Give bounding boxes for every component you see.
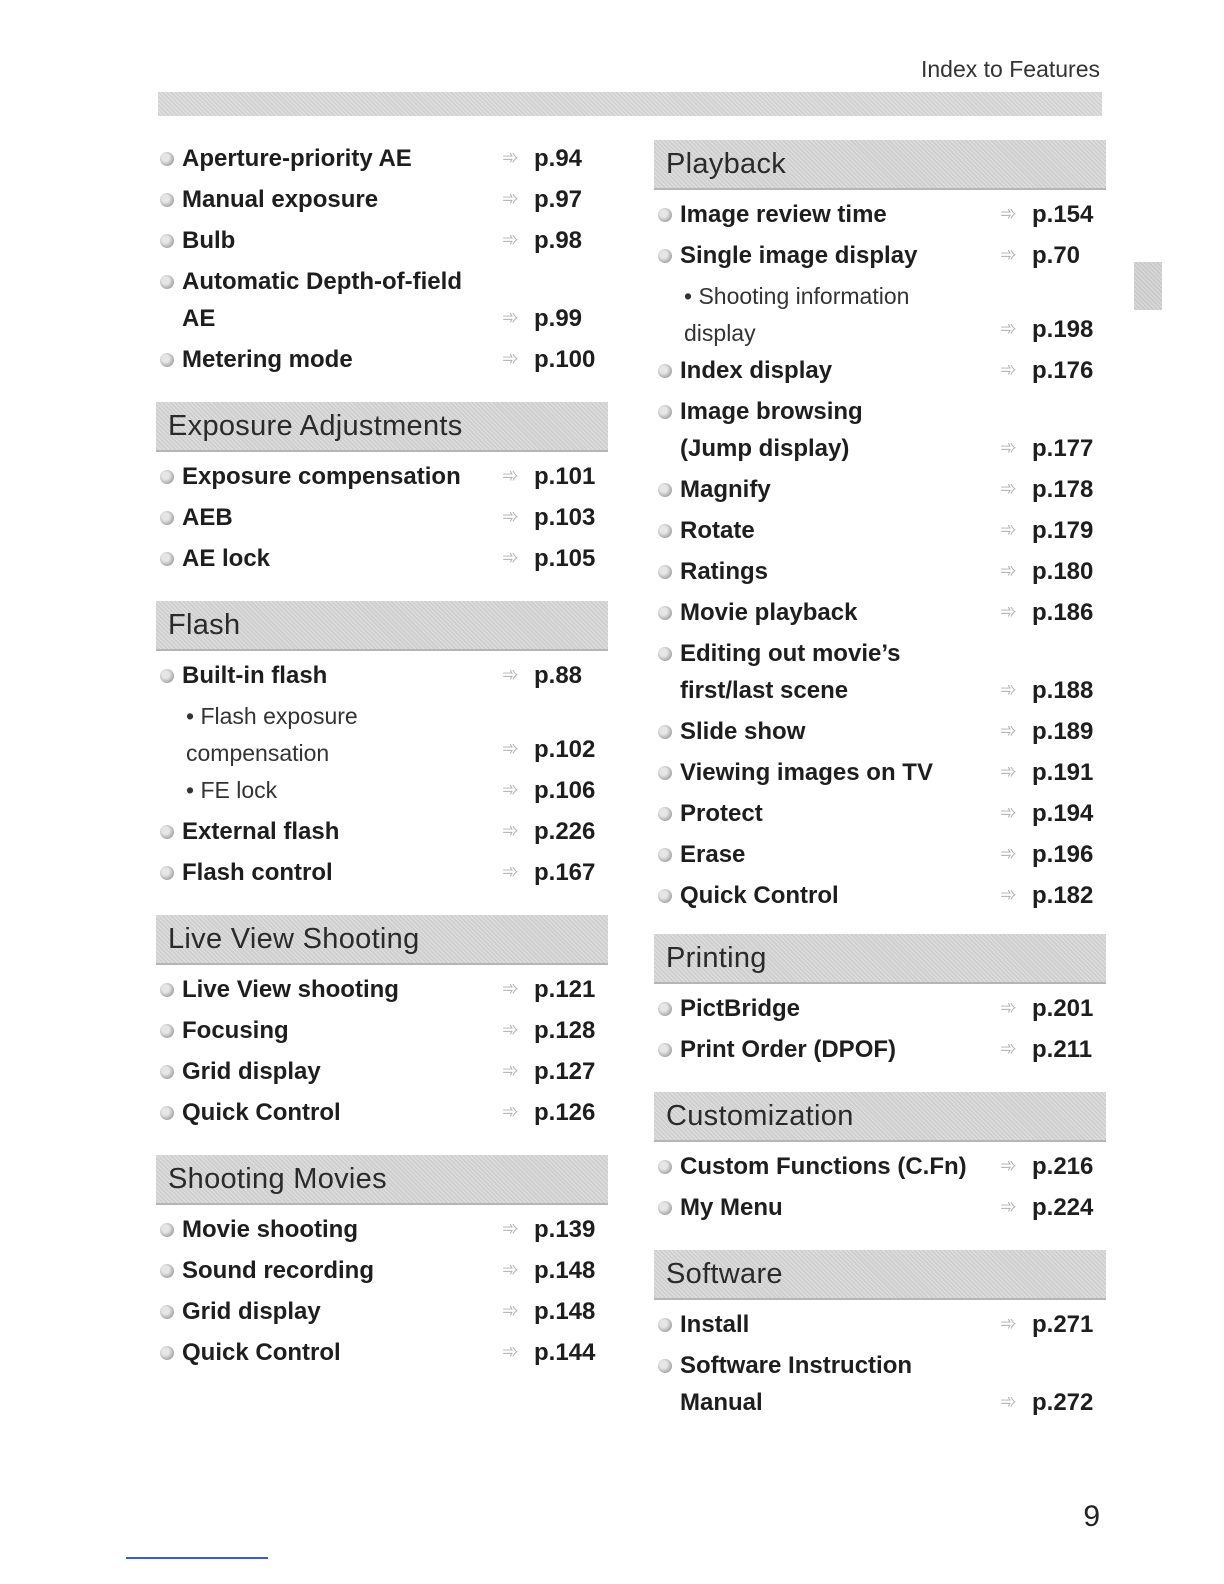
entry-page-ref: p.188 [1032,677,1094,704]
arrow-icon: ➾ [1000,601,1017,623]
index-entry [156,179,608,220]
arrow-icon: ➾ [502,978,519,1000]
bullet-icon [160,1305,174,1319]
entry-page-ref: p.167 [534,859,596,886]
arrow-icon: ➾ [1000,997,1017,1019]
bullet-icon [160,1065,174,1079]
index-entry [156,339,608,380]
index-entry [654,1345,1106,1423]
index-entry [156,852,608,893]
entry-page-ref: p.196 [1032,841,1094,868]
arrow-icon: ➾ [1000,560,1017,582]
bullet-icon [160,552,174,566]
index-entry [654,194,1106,235]
arrow-icon: ➾ [502,1019,519,1041]
index-entry [654,1187,1106,1228]
entry-label: Metering mode [182,346,353,373]
arrow-icon: ➾ [502,465,519,487]
bullet-icon [658,405,672,419]
entry-page-ref: p.194 [1032,800,1094,827]
index-entry [156,655,608,696]
index-entry [654,1304,1106,1345]
entry-page-ref: p.88 [534,662,583,689]
entry-page-ref: p.211 [1032,1036,1093,1063]
entry-page-ref: p.191 [1032,759,1094,786]
entry-label: Index display [680,357,833,384]
entry-page-ref: p.272 [1032,1389,1094,1416]
arrow-icon: ➾ [502,1218,519,1240]
index-subentry [156,770,608,811]
right-column [654,140,1106,1423]
bullet-icon [658,1002,672,1016]
index-entry [654,752,1106,793]
bullet-icon [160,1106,174,1120]
entry-page-ref: p.139 [534,1216,596,1243]
arrow-icon: ➾ [1000,437,1017,459]
entry-label: Aperture-priority AE [182,145,412,172]
bullet-icon [658,606,672,620]
index-entry [156,969,608,1010]
arrow-icon: ➾ [1000,203,1017,225]
entry-label: Single image display [680,242,918,269]
bullet-icon [658,889,672,903]
entry-label: Quick Control [182,1099,341,1126]
arrow-icon: ➾ [502,1300,519,1322]
entry-page-ref: p.102 [534,736,596,763]
index-entry [156,1291,608,1332]
entry-label: AE lock [182,545,271,572]
entry-page-ref: p.98 [534,227,583,254]
entry-page-ref: p.100 [534,346,596,373]
entry-page-ref: p.103 [534,504,596,531]
entry-label: My Menu [680,1194,783,1221]
arrow-icon: ➾ [502,820,519,842]
index-subentry [654,276,1106,350]
arrow-icon: ➾ [502,1060,519,1082]
entry-page-ref: p.121 [534,976,596,1003]
entry-page-ref: p.198 [1032,316,1094,343]
bullet-icon [160,669,174,683]
index-entry [654,592,1106,633]
entry-label: Software Instruction Manual [680,1352,913,1416]
entry-label: Quick Control [182,1339,341,1366]
entry-page-ref: p.99 [534,305,583,332]
bullet-icon [658,249,672,263]
entry-label: Automatic Depth-of-field AE [182,268,462,332]
entry-label: Built-in flash [182,662,328,689]
index-entry [654,875,1106,916]
entry-label: Custom Functions (C.Fn) [680,1153,967,1180]
entry-page-ref: p.97 [534,186,583,213]
entry-label: Exposure compensation [182,463,461,490]
arrow-icon: ➾ [502,1101,519,1123]
bullet-icon [160,511,174,525]
index-entry [156,1010,608,1051]
entry-page-ref: p.128 [534,1017,596,1044]
entry-page-ref: p.186 [1032,599,1094,626]
arrow-icon: ➾ [502,506,519,528]
section-heading-playback: Playback [654,140,1106,190]
entry-label: Viewing images on TV [680,759,933,786]
arrow-icon: ➾ [1000,1313,1017,1335]
entry-label: Magnify [680,476,771,503]
arrow-icon: ➾ [502,147,519,169]
section-heading-customization: Customization [654,1092,1106,1142]
entry-label: Manual exposure [182,186,379,213]
bullet-icon [160,234,174,248]
index-entry [654,469,1106,510]
footer-rule [126,1557,268,1559]
entry-label: Install [680,1311,750,1338]
bullet-icon [160,1223,174,1237]
arrow-icon: ➾ [1000,1038,1017,1060]
entry-page-ref: p.224 [1032,1194,1094,1221]
index-subentry [156,696,608,770]
bullet-icon [658,1043,672,1057]
entry-label: Live View shooting [182,976,399,1003]
bullet-icon [160,1024,174,1038]
arrow-icon: ➾ [502,1341,519,1363]
index-entry [654,235,1106,276]
bullet-icon [658,1318,672,1332]
arrow-icon: ➾ [1000,244,1017,266]
entry-label: Protect [680,800,763,827]
index-entry [156,1051,608,1092]
arrow-icon: ➾ [1000,1196,1017,1218]
index-entry [156,138,608,179]
entry-label: Sound recording [182,1257,374,1284]
arrow-icon: ➾ [502,738,519,760]
bullet-icon [658,766,672,780]
subentry-label: • Shooting information display [684,276,1004,352]
entry-label: Flash control [182,859,333,886]
entry-page-ref: p.216 [1032,1153,1094,1180]
index-entry [654,988,1106,1029]
entry-page-ref: p.126 [534,1099,596,1126]
bullet-icon [658,647,672,661]
arrow-icon: ➾ [1000,1391,1017,1413]
entry-label: Image browsing (Jump display) [680,398,863,462]
entry-page-ref: p.70 [1032,242,1081,269]
index-entry [156,497,608,538]
left-column [156,138,608,1373]
bullet-icon [658,1201,672,1215]
entry-page-ref: p.94 [534,145,583,172]
entry-page-ref: p.148 [534,1257,596,1284]
entry-page-ref: p.180 [1032,558,1094,585]
index-entry [156,538,608,579]
header-title: Index to Features [921,56,1100,82]
arrow-icon: ➾ [1000,720,1017,742]
bullet-icon [658,483,672,497]
entry-label: Erase [680,841,746,868]
bullet-icon [160,275,174,289]
arrow-icon: ➾ [1000,843,1017,865]
section-heading-software: Software [654,1250,1106,1300]
bullet-icon [658,725,672,739]
arrow-icon: ➾ [502,664,519,686]
bullet-icon [658,524,672,538]
section-heading-flash: Flash [156,601,608,651]
arrow-icon: ➾ [1000,679,1017,701]
section-heading-printing: Printing [654,934,1106,984]
entry-label: Ratings [680,558,769,585]
entry-label: Image review time [680,201,887,228]
entry-label: Movie shooting [182,1216,358,1243]
header-band [158,92,1102,116]
entry-page-ref: p.182 [1032,882,1094,909]
entry-page-ref: p.179 [1032,517,1094,544]
entry-page-ref: p.106 [534,777,596,804]
page-number: 9 [1083,1500,1100,1533]
bullet-icon [160,825,174,839]
entry-label: Focusing [182,1017,289,1044]
entry-label: PictBridge [680,995,801,1022]
bullet-icon [160,1264,174,1278]
bullet-icon [658,565,672,579]
arrow-icon: ➾ [1000,519,1017,541]
index-entry [156,261,608,339]
subentry-label: • Flash exposure compensation [186,696,506,772]
arrow-icon: ➾ [502,547,519,569]
index-entry [654,711,1106,752]
entry-page-ref: p.226 [534,818,596,845]
arrow-icon: ➾ [502,779,519,801]
arrow-icon: ➾ [502,348,519,370]
entry-page-ref: p.101 [534,463,596,490]
entry-page-ref: p.105 [534,545,596,572]
entry-label: AEB [182,504,233,531]
entry-label: Slide show [680,718,806,745]
entry-page-ref: p.144 [534,1339,596,1366]
index-entry [156,1209,608,1250]
bullet-icon [658,1359,672,1373]
bullet-icon [160,866,174,880]
index-entry [156,1250,608,1291]
arrow-icon: ➾ [1000,359,1017,381]
bullet-icon [160,353,174,367]
index-entry [654,1029,1106,1070]
entry-page-ref: p.271 [1032,1311,1094,1338]
index-entry [654,633,1106,711]
entry-label: Editing out movie’s first/last scene [680,640,901,704]
bullet-icon [160,470,174,484]
bullet-icon [160,193,174,207]
section-heading-exposure: Exposure Adjustments [156,402,608,452]
index-entry [654,551,1106,592]
entry-label: Movie playback [680,599,858,626]
entry-label: Grid display [182,1298,321,1325]
entry-page-ref: p.201 [1032,995,1094,1022]
index-entry [654,1146,1106,1187]
index-entry [156,220,608,261]
entry-page-ref: p.176 [1032,357,1094,384]
entry-page-ref: p.154 [1032,201,1094,228]
arrow-icon: ➾ [502,1259,519,1281]
index-entry [156,811,608,852]
arrow-icon: ➾ [1000,318,1017,340]
arrow-icon: ➾ [1000,884,1017,906]
index-entry [654,834,1106,875]
bullet-icon [658,364,672,378]
entry-label: Grid display [182,1058,321,1085]
bullet-icon [658,1160,672,1174]
index-entry [654,793,1106,834]
bullet-icon [658,848,672,862]
entry-label: Bulb [182,227,236,254]
index-entry [654,391,1106,469]
index-entry [156,1092,608,1133]
arrow-icon: ➾ [1000,802,1017,824]
arrow-icon: ➾ [502,861,519,883]
entry-label: Rotate [680,517,755,544]
bullet-icon [160,983,174,997]
arrow-icon: ➾ [1000,478,1017,500]
entry-page-ref: p.148 [534,1298,596,1325]
arrow-icon: ➾ [1000,1155,1017,1177]
index-entry [156,1332,608,1373]
entry-label: External flash [182,818,340,845]
entry-page-ref: p.127 [534,1058,596,1085]
entry-label: Print Order (DPOF) [680,1036,897,1063]
subentry-label: • FE lock [186,770,506,811]
bullet-icon [658,807,672,821]
index-entry [654,350,1106,391]
arrow-icon: ➾ [502,229,519,251]
bullet-icon [160,1346,174,1360]
arrow-icon: ➾ [1000,761,1017,783]
bullet-icon [160,152,174,166]
entry-label: Quick Control [680,882,839,909]
entry-page-ref: p.177 [1032,435,1094,462]
bullet-icon [658,208,672,222]
index-entry [156,456,608,497]
index-entry [654,510,1106,551]
side-tab-marker [1134,262,1162,310]
section-heading-live-view: Live View Shooting [156,915,608,965]
entry-page-ref: p.189 [1032,718,1094,745]
section-heading-movies: Shooting Movies [156,1155,608,1205]
arrow-icon: ➾ [502,188,519,210]
arrow-icon: ➾ [502,307,519,329]
entry-page-ref: p.178 [1032,476,1094,503]
